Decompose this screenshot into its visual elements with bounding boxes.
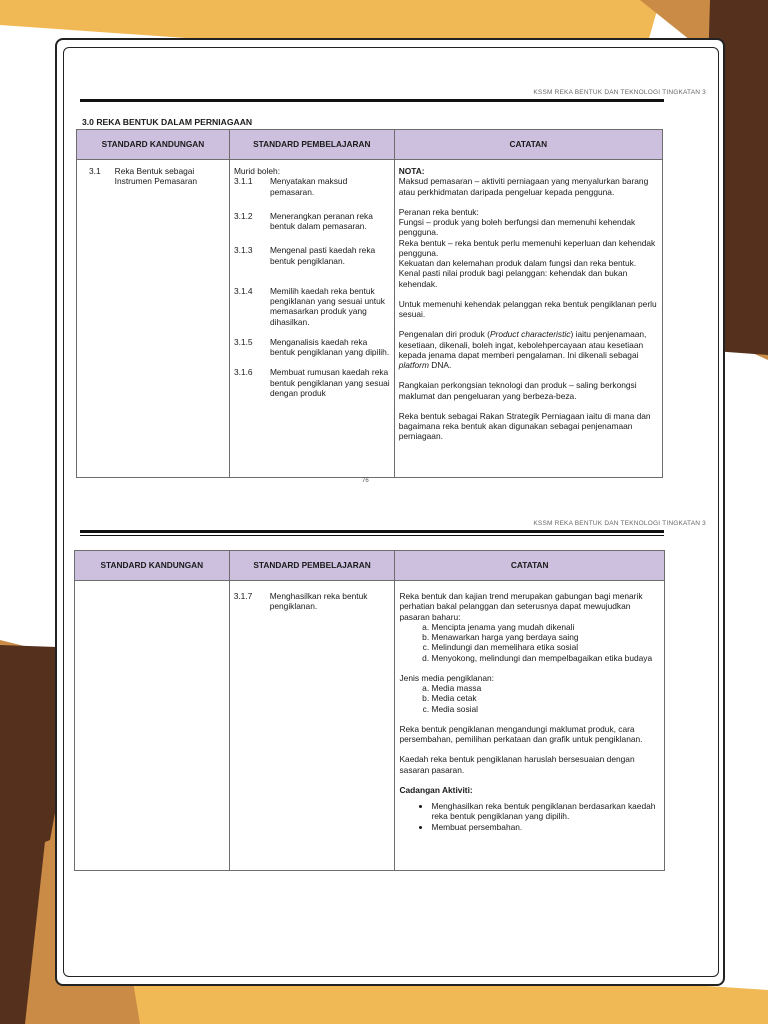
list-item: • Menghasilkan reka bentuk pengiklanan berdasarkan kaedah reka bentuk pengiklanan yang dipilih. [431, 801, 660, 822]
catatan-paragraph: Rangkaian perkongsian teknologi dan produk – saling berkongsi maklumat dan pengeluaran yang berbeza-beza. [398, 380, 637, 401]
standards-table-2 [74, 550, 665, 871]
sp-item: 3.1.1 Menyatakan maksud pemasaran. [233, 176, 348, 197]
list-item: c. Media sosial [431, 704, 660, 714]
list-item: b. Menawarkan harga yang berdaya saing [431, 632, 660, 642]
catatan-line: Peranan reka bentuk: [398, 206, 479, 217]
catatan-line: Kekuatan dan kelemahan produk dalam fungsi dan reka bentuk. [398, 258, 637, 268]
catatan-line: Fungsi – produk yang boleh berfungsi dan memenuhi kehendak pengguna. [398, 217, 636, 238]
catatan-paragraph: Maksud pemasaran – aktiviti perniagaan yang menyalurkan barang atau perkhidmatan daripada pengeluar kepada pengguna. [398, 176, 649, 197]
page-number: 76 [362, 478, 369, 484]
sp-item: 3.1.6 Membuat rumusan kaedah reka bentuk pengiklanan yang sesuai dengan produk [233, 367, 390, 398]
nota-label: NOTA: [398, 166, 425, 176]
section-title: 3.0 REKA BENTUK DALAM PERNIAGAAN [82, 117, 253, 127]
sp-item: 3.1.3 Mengenal pasti kaedah reka bentuk pengiklanan. [233, 245, 376, 266]
header-rule-thin [80, 535, 664, 536]
list-item: • Membuat persembahan. [431, 822, 660, 832]
activity-list [431, 801, 660, 832]
standard-kandungan-cell [77, 160, 230, 478]
header-rule [80, 99, 664, 102]
media-list [431, 683, 660, 714]
list-item: c. Melindungi dan memelihara etika sosial [431, 642, 660, 652]
catatan-paragraph: Reka bentuk pengiklanan mengandungi maklumat produk, cara persembahan, pemilihan perkataan dan grafik untuk pengiklanan. [399, 723, 643, 744]
list-item: a. Mencipta jenama yang mudah dikenali [431, 622, 660, 632]
catatan-line: Reka bentuk – reka bentuk perlu memenuhi keperluan dan kehendak pengguna. [398, 237, 656, 258]
sk-text: Reka Bentuk sebagai Instrumen Pemasaran [114, 166, 198, 187]
catatan-paragraph: Pengenalan diri produk (Product characteristic) iaitu penjenamaan, kesetiaan, dikenali, boleh ingat, kebolehpercayaan atau kesetiaan kepada jenama dapat memberi pengalaman. Ini dikenali sebagai platform DNA. [398, 329, 647, 370]
catatan-paragraph: Reka bentuk sebagai Rakan Strategik Perniagaan iaitu di mana dan bagaimana reka bentuk akan digunakan sebagai penjenamaan perniagaan. [398, 410, 651, 442]
sk-number: 3.1 [89, 166, 101, 176]
trend-list [431, 622, 660, 663]
catatan-paragraph: Untuk memenuhi kehendak pelanggan reka bentuk pengiklanan perlu sesuai. [398, 298, 657, 319]
catatan-paragraph: Kaedah reka bentuk pengiklanan haruslah bersesuaian dengan sasaran pasaran. [399, 754, 635, 775]
header-rule [80, 530, 664, 533]
catatan-cell [395, 581, 665, 871]
column-header: STANDARD KANDUNGAN [77, 130, 230, 160]
catatan-line: Jenis media pengiklanan: [399, 672, 494, 683]
column-header: STANDARD PEMBELAJARAN [229, 130, 394, 160]
list-item: d. Menyokong, melindungi dan mempelbagaikan etika budaya [431, 653, 660, 663]
sp-item: 3.1.2 Menerangkan peranan reka bentuk dalam pemasaran. [233, 210, 373, 231]
standards-table-1 [76, 129, 663, 478]
column-header: CATATAN [394, 130, 662, 160]
column-header: STANDARD KANDUNGAN [75, 551, 230, 581]
activity-title: Cadangan Aktiviti: [399, 784, 473, 795]
column-header: STANDARD PEMBELAJARAN [229, 551, 395, 581]
list-item: b. Media cetak [431, 693, 660, 703]
page-header: KSSM REKA BENTUK DAN TEKNOLOGI TINGKATAN 3 [533, 520, 706, 527]
standard-pembelajaran-cell [229, 160, 394, 478]
catatan-paragraph: Reka bentuk dan kajian trend merupakan gabungan bagi menarik perhatian bakal pelanggan dan seterusnya dapat mewujudkan pasaran baharu: [399, 591, 643, 622]
standard-kandungan-cell [75, 581, 230, 871]
sp-item: 3.1.7 Menghasilkan reka bentuk pengiklanan. [233, 591, 368, 612]
sp-item: 3.1.4 Memilih kaedah reka bentuk pengiklanan yang sesuai untuk memasarkan produk yang dihasilkan. [233, 285, 385, 327]
standard-pembelajaran-cell [229, 581, 395, 871]
catatan-cell [394, 160, 662, 478]
list-item: a. Media massa [431, 683, 660, 693]
catatan-line: Kenal pasti nilai produk bagi pelanggan: kehendak dan bukan kehendak. [398, 268, 628, 289]
sp-item: 3.1.5 Menganalisis kaedah reka bentuk pengiklanan yang dipilih. [233, 336, 390, 357]
column-header: CATATAN [395, 551, 665, 581]
page-header: KSSM REKA BENTUK DAN TEKNOLOGI TINGKATAN 3 [533, 89, 706, 96]
sp-intro: Murid boleh: [233, 166, 281, 176]
